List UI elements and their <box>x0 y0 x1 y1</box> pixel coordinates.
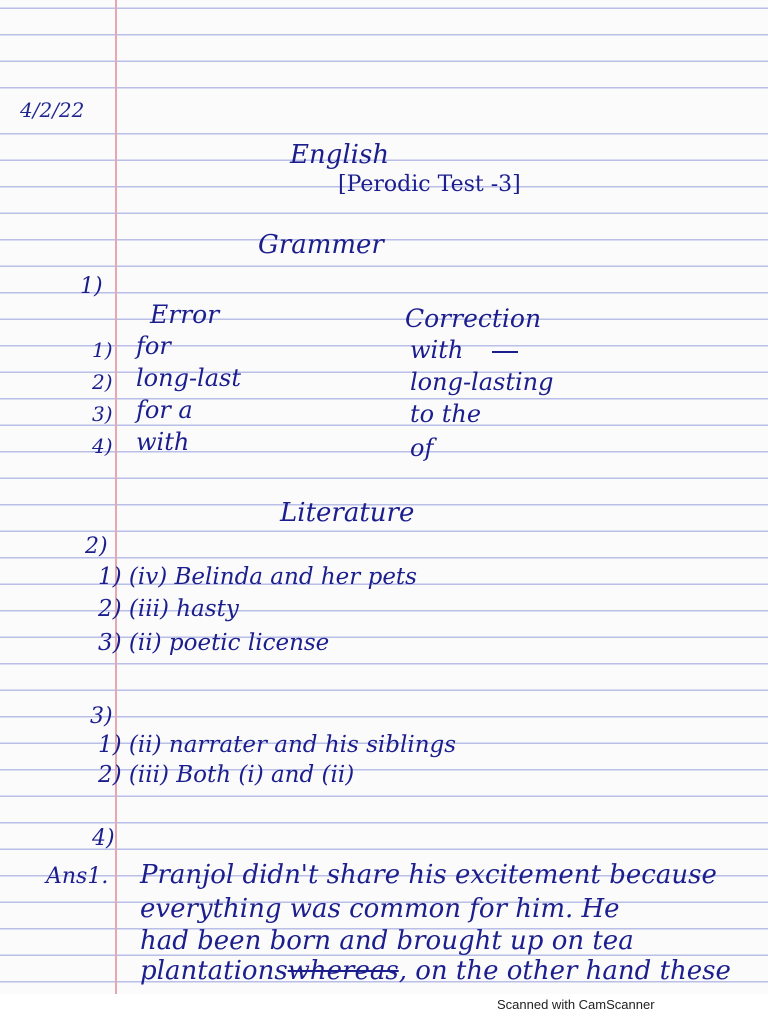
answer-line: Pranjol didn't share his excitement because <box>140 860 717 890</box>
struck-word: whereas <box>287 956 399 986</box>
grammar-row-error: for <box>136 332 171 360</box>
list-item: 2) (iii) hasty <box>98 596 239 622</box>
list-item: 1) (ii) narrater and his siblings <box>98 732 457 758</box>
grammar-row-correction: with <box>410 336 464 364</box>
grammar-row-correction: of <box>410 434 434 462</box>
grammar-row-number: 1) <box>92 338 113 362</box>
question-number-2: 2) <box>85 534 108 559</box>
literature-heading: Literature <box>280 498 415 528</box>
answer-line-4-start: plantations <box>140 956 288 986</box>
grammar-row-number: 4) <box>92 434 113 458</box>
page-subtitle: [Perodic Test -3] <box>338 172 521 197</box>
correction-column-header: Correction <box>405 304 542 333</box>
grammar-row-error: long-last <box>136 364 241 392</box>
grammar-heading: Grammer <box>258 230 384 260</box>
grammar-row-error: with <box>136 428 190 456</box>
answer-label: Ans1. <box>46 864 109 889</box>
grammar-row-correction: to the <box>410 400 482 428</box>
error-column-header: Error <box>150 300 220 329</box>
scanner-watermark: Scanned with CamScanner <box>497 997 655 1012</box>
grammar-row-error: for a <box>136 396 193 424</box>
answer-line: everything was common for him. He <box>140 894 620 924</box>
page-title: English <box>290 140 390 170</box>
dash-mark <box>492 351 518 353</box>
grammar-row-number: 3) <box>92 402 113 426</box>
list-item: 1) (iv) Belinda and her pets <box>98 564 417 590</box>
grammar-row-correction: long-lasting <box>410 368 554 396</box>
grammar-row-number: 2) <box>92 370 113 394</box>
answer-line: had been born and brought up on tea <box>140 926 634 956</box>
date: 4/2/22 <box>20 98 85 122</box>
list-item: 2) (iii) Both (i) and (ii) <box>98 762 355 788</box>
answer-line-4 <box>140 958 731 984</box>
answer-line-4-end: , on the other hand these <box>398 956 731 986</box>
question-number-4: 4) <box>92 826 115 851</box>
question-number-3: 3) <box>90 704 113 729</box>
question-number-1: 1) <box>80 274 103 299</box>
list-item: 3) (ii) poetic license <box>98 630 330 656</box>
margin-line <box>115 0 117 1000</box>
